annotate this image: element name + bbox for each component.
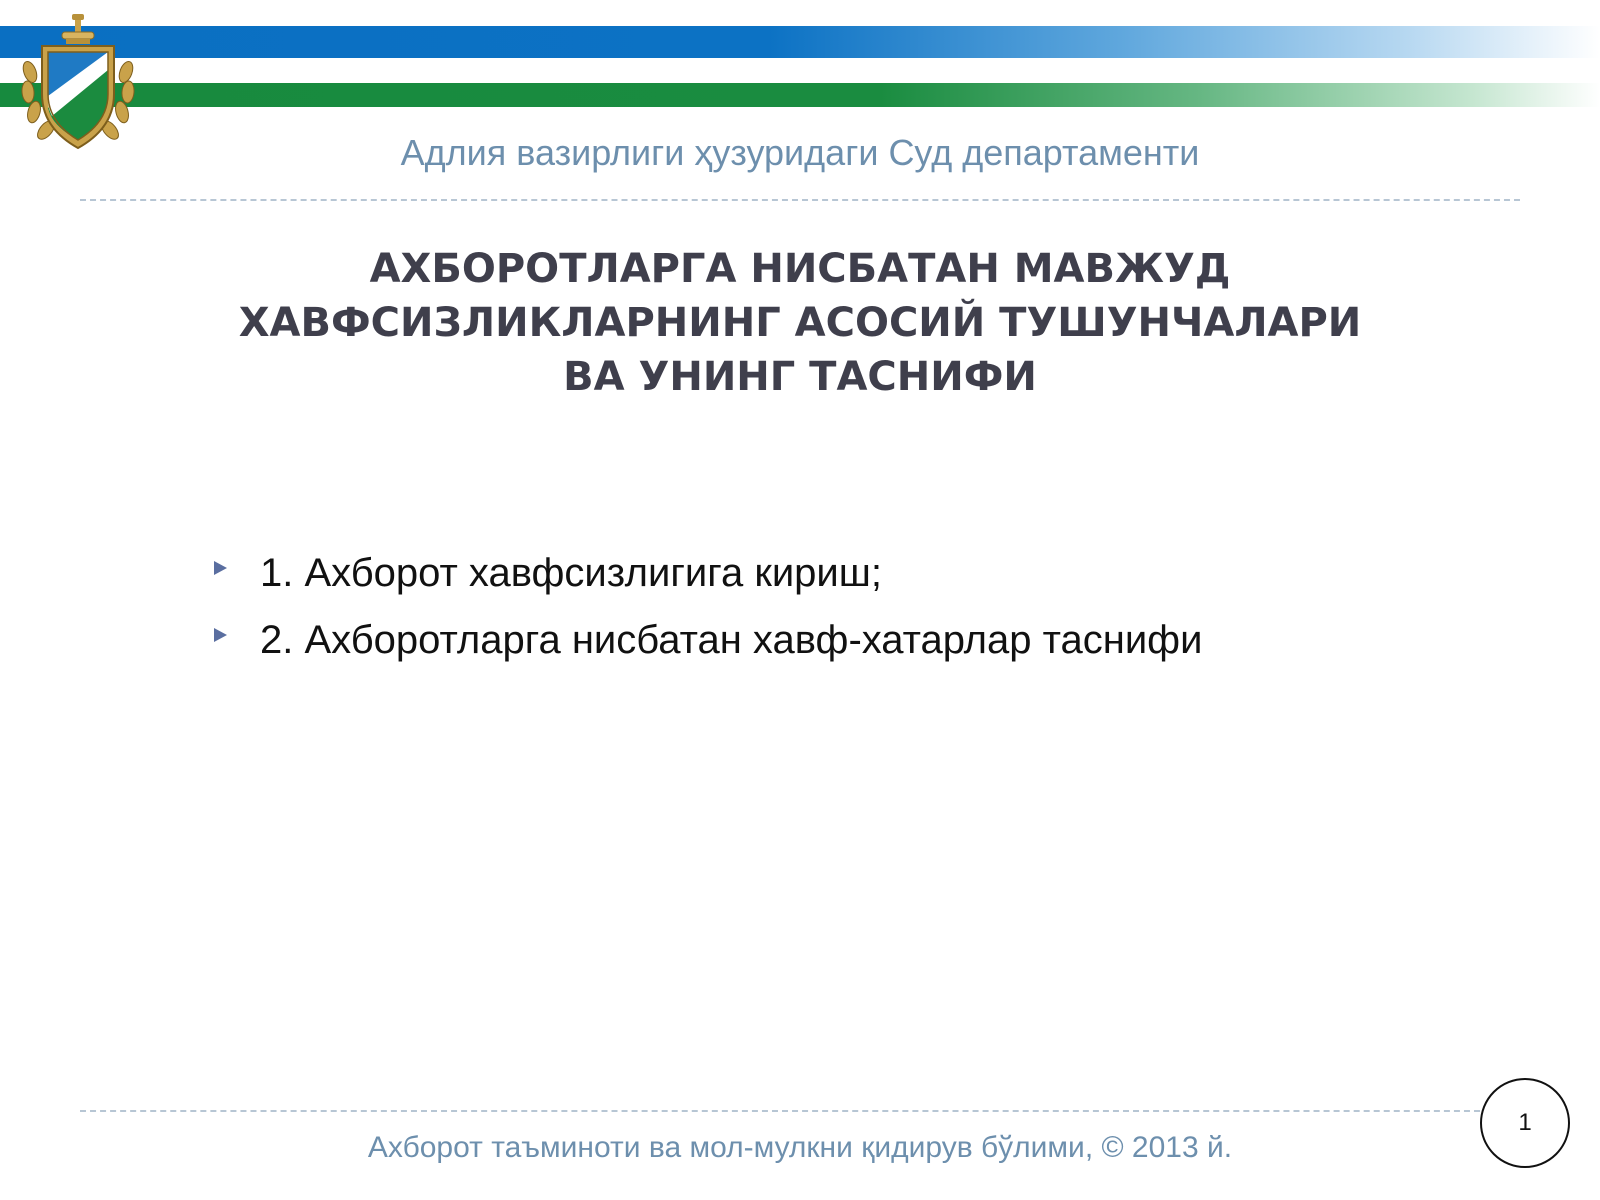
- bullet-arrow-icon: [214, 628, 227, 642]
- slide-title-line: ХАВФСИЗЛИКЛАРНИНГ АСОСИЙ ТУШУНЧАЛАРИ: [238, 300, 1362, 346]
- header-blue-stripe: [0, 26, 1600, 58]
- header-divider: [80, 199, 1520, 201]
- bullet-arrow-icon: [214, 561, 227, 575]
- slide-title: [0, 242, 1600, 404]
- bullet-item: [210, 545, 1202, 612]
- footer-text: Ахборот таъминоти ва мол-мулкни қидирув бўлими, © 2013 й.: [367, 1131, 1233, 1164]
- slide-title-line: ВА УНИНГ ТАСНИФИ: [563, 354, 1037, 400]
- bullet-item: [210, 612, 1202, 679]
- footer-divider: [80, 1110, 1480, 1112]
- header-green-stripe: [0, 83, 1600, 107]
- bullet-text: 2. Ахборотларга нисбатан хавф-хатарлар таснифи: [260, 618, 1203, 662]
- slide-title-line: АХБОРОТЛАРГА НИСБАТАН МАВЖУД: [369, 246, 1231, 292]
- page-number: 1: [1480, 1078, 1570, 1168]
- bullet-list: [210, 545, 1202, 679]
- organization-header: Адлия вазирлиги ҳузуридаги Суд департаменти: [400, 132, 1200, 173]
- bullet-text: 1. Ахборот хавфсизлигига кириш;: [260, 551, 882, 595]
